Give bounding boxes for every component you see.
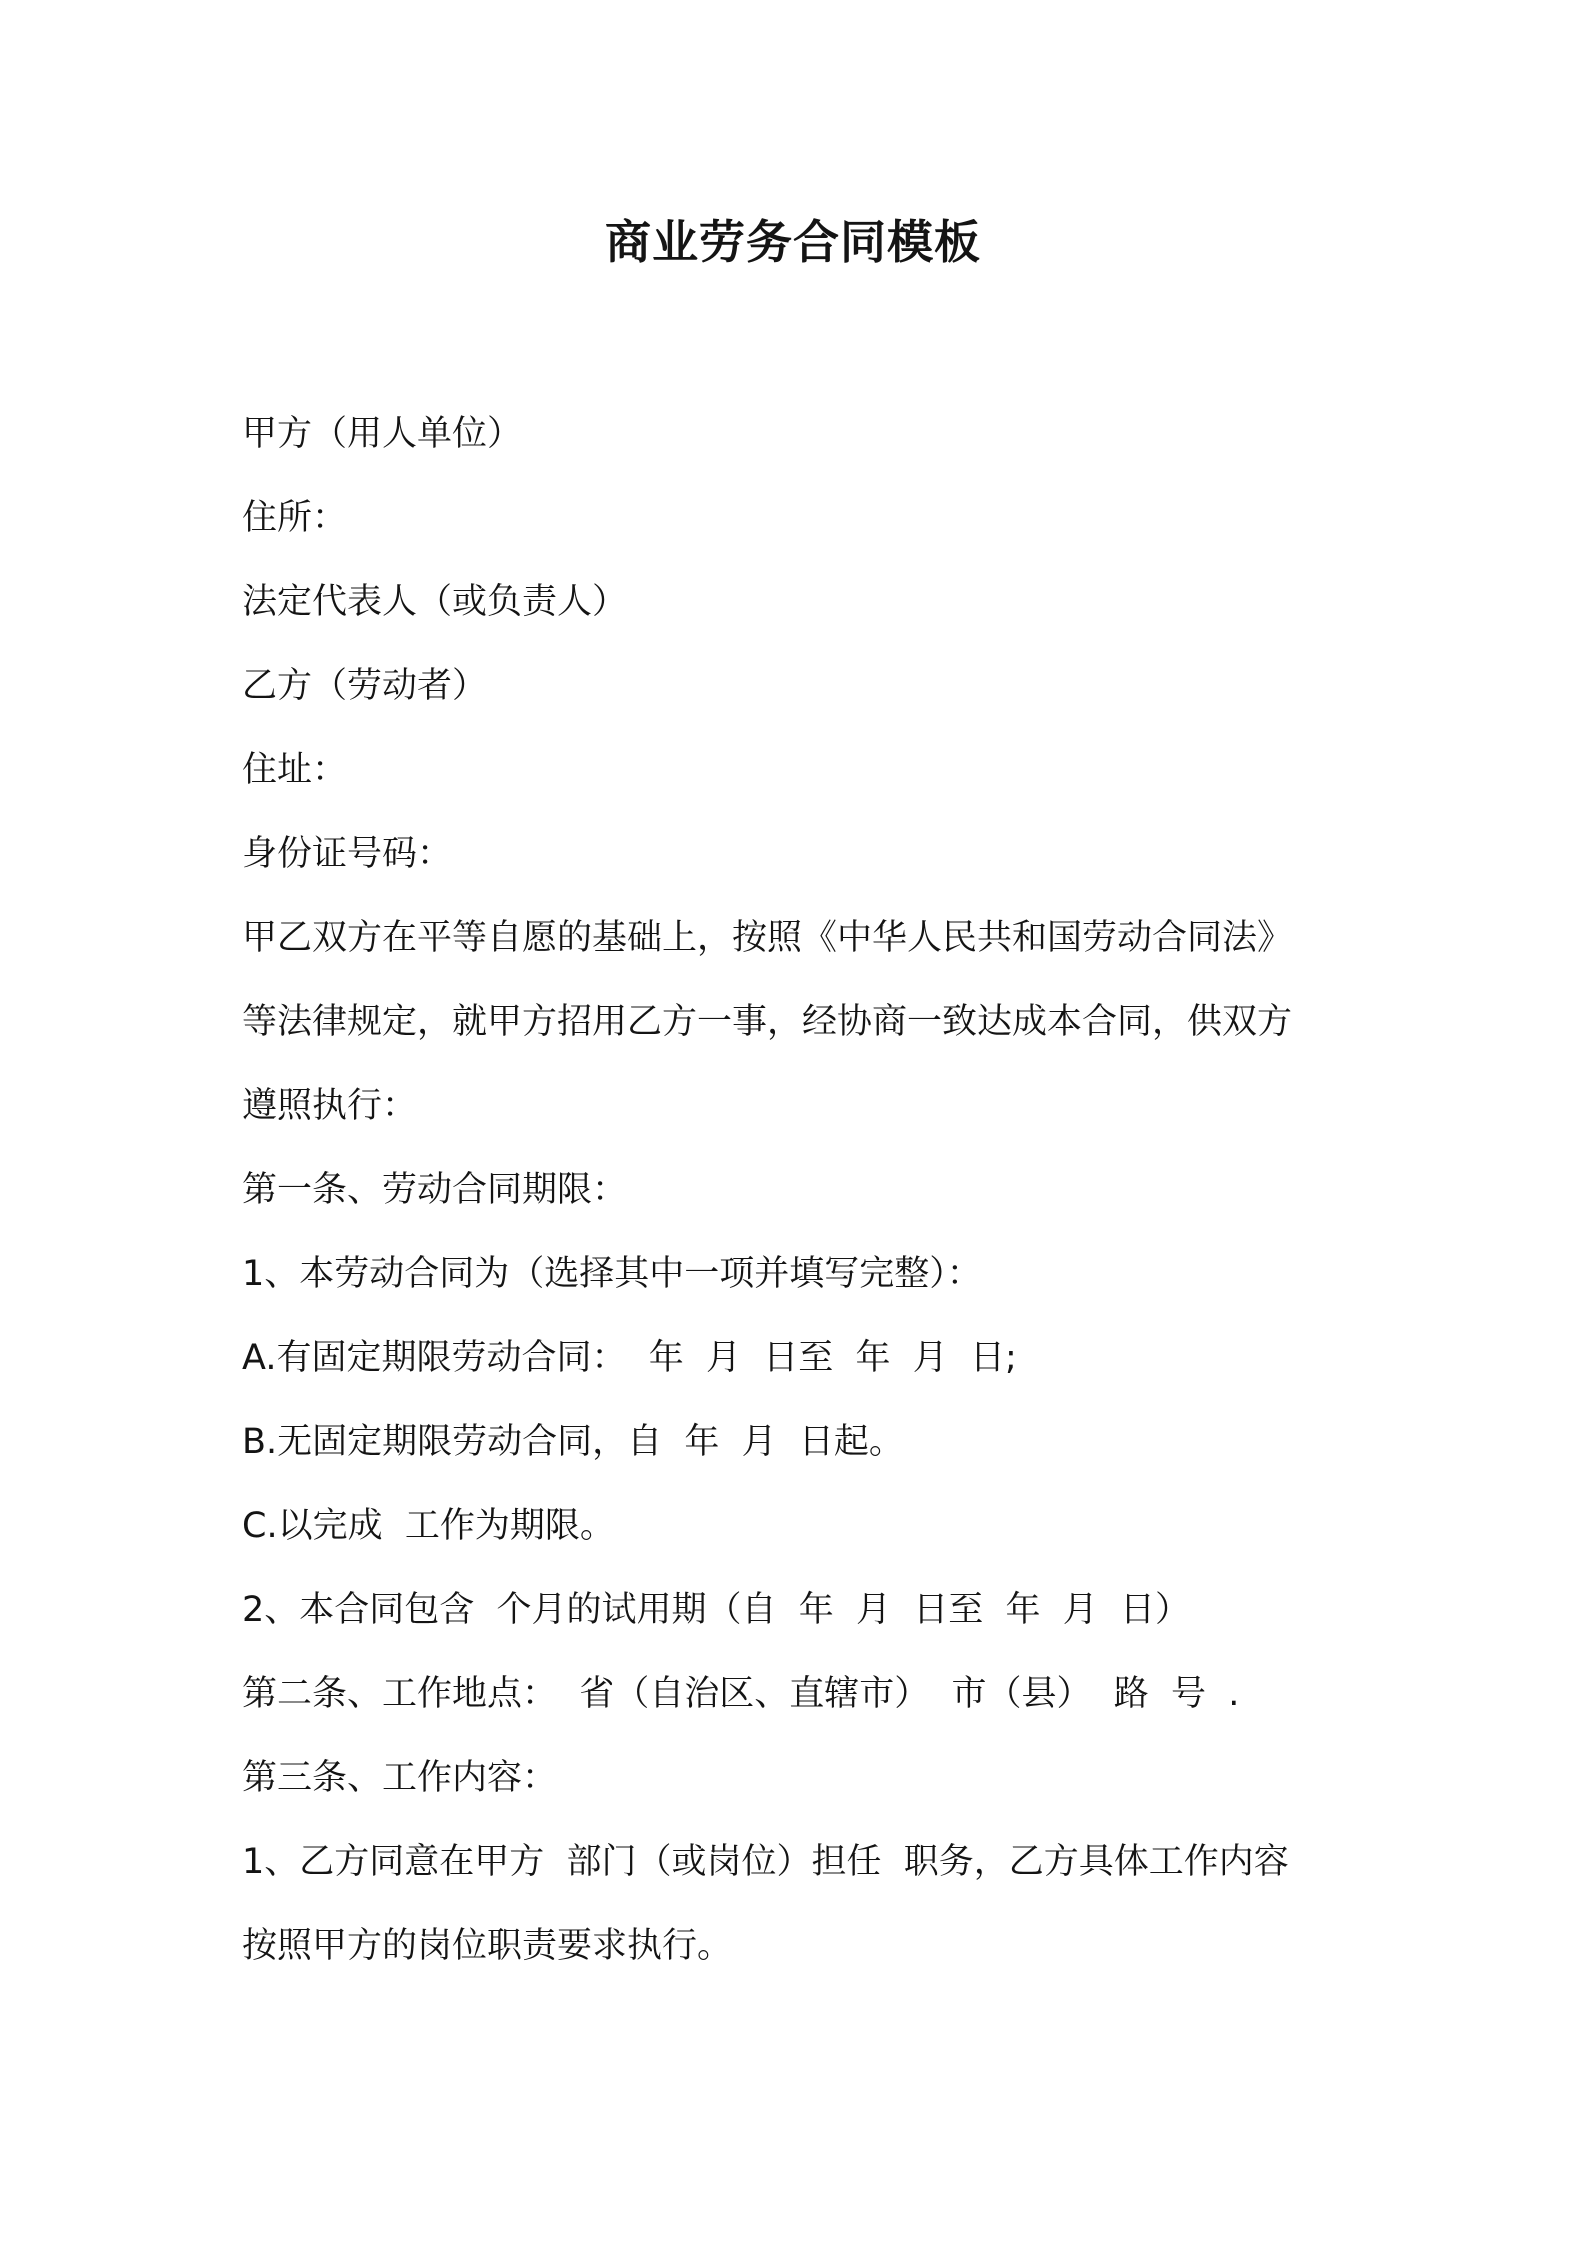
- article-1-clause-1: 1、本劳动合同为（选择其中一项并填写完整）：: [242, 1254, 982, 1294]
- preamble-line-3: 遵照执行：: [242, 1086, 418, 1126]
- article-3-heading: 第三条、工作内容：: [242, 1758, 558, 1798]
- document-title: 商业劳务合同模板: [605, 215, 981, 269]
- preamble-line-2: 等法律规定，就甲方招用乙方一事，经协商一致达成本合同，供双方: [242, 1002, 1293, 1042]
- preamble-line-1: 甲乙双方在平等自愿的基础上，按照《中华人民共和国劳动合同法》: [242, 918, 1293, 958]
- article-1-option-c: C.以完成 工作为期限。: [242, 1506, 615, 1546]
- article-2-work-location: 第二条、工作地点： 省（自治区、直辖市） 市（县） 路 号 .: [242, 1674, 1240, 1714]
- article-3-clause-1-line-2: 按照甲方的岗位职责要求执行。: [242, 1926, 733, 1966]
- party-b-address-label: 住址：: [242, 750, 348, 790]
- article-1-option-a: A.有固定期限劳动合同： 年 月 日至 年 月 日;: [242, 1338, 1017, 1378]
- article-1-heading: 第一条、劳动合同期限：: [242, 1170, 628, 1210]
- party-a-label: 甲方（用人单位）: [242, 414, 523, 454]
- legal-representative-label: 法定代表人（或负责人）: [242, 582, 628, 622]
- article-3-clause-1-line-1: 1、乙方同意在甲方 部门（或岗位）担任 职务，乙方具体工作内容: [242, 1842, 1289, 1882]
- article-1-clause-2: 2、本合同包含 个月的试用期（自 年 月 日至 年 月 日）: [242, 1590, 1191, 1630]
- article-1-option-b: B.无固定期限劳动合同，自 年 月 日起。: [242, 1422, 904, 1462]
- party-b-label: 乙方（劳动者）: [242, 666, 488, 706]
- party-a-address-label: 住所：: [242, 498, 348, 538]
- id-number-label: 身份证号码：: [242, 834, 453, 874]
